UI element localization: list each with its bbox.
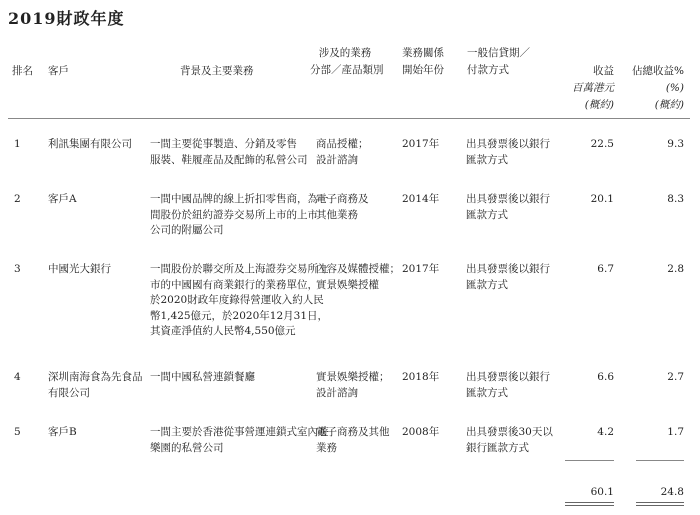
row-1-start-year: 2017年 (402, 138, 440, 150)
row-2-customer: 客戶A (48, 193, 77, 205)
header-background: 背景及主要業務 (180, 65, 254, 77)
row-3-credit: 出具發票後以銀行 匯款方式 (466, 263, 550, 291)
row-5-customer: 客戶B (48, 426, 77, 438)
row-2-background: 一間中國品牌的線上折扣零售商，為一 間股份於紐約證券交易所上市的上市 公司的附屬公司 (150, 193, 329, 236)
row-1-background: 一間主要從事製造、分銷及零售 服裝、鞋履產品及配飾的私營公司 (150, 138, 308, 166)
page-title: 2019財政年度 (8, 9, 125, 28)
total-pct: 24.8 (660, 486, 684, 498)
row-5-segment: 電子商務及其他 業務 (316, 426, 390, 454)
row-4-background: 一間中國私營連鎖餐廳 (150, 371, 255, 383)
pct-subtotal-rule (636, 460, 684, 461)
header-credit: 一般信貸期／ 付款方式 (467, 47, 530, 76)
header-rule (8, 118, 690, 119)
row-3-rank: 3 (14, 263, 21, 275)
row-2-rank: 2 (14, 193, 21, 205)
row-1-segment: 商品授權； 設計諮詢 (316, 138, 369, 166)
row-5-background: 一間主要於香港從事營運連鎖式室內遊 樂園的私營公司 (150, 426, 329, 454)
row-5-rank: 5 (14, 426, 21, 438)
header-start-year: 業務關係 開始年份 (402, 47, 444, 76)
row-1-credit: 出具發票後以銀行 匯款方式 (466, 138, 550, 166)
row-4-credit: 出具發票後以銀行 匯款方式 (466, 371, 550, 399)
revenue-total-double-rule (565, 502, 614, 506)
row-3-start-year: 2017年 (402, 263, 440, 275)
row-2-revenue: 20.1 (590, 193, 614, 205)
row-1-pct: 9.3 (667, 138, 684, 150)
header-revenue-unit: 百萬港元 (概約) (572, 82, 614, 111)
row-3-customer: 中國光大銀行 (48, 263, 111, 275)
header-rank: 排名 (12, 65, 33, 77)
row-4-rank: 4 (14, 371, 21, 383)
header-pct-unit: (%) (概約) (654, 82, 684, 111)
row-4-revenue: 6.6 (597, 371, 614, 383)
row-4-start-year: 2018年 (402, 371, 440, 383)
row-2-credit: 出具發票後以銀行 匯款方式 (466, 193, 550, 221)
row-1-revenue: 22.5 (590, 138, 614, 150)
row-3-segment: 內容及媒體授權； 實景娛樂授權 (316, 263, 400, 291)
row-4-customer: 深圳南海食為先食品 有限公司 (48, 371, 143, 399)
row-3-pct: 2.8 (667, 263, 684, 275)
header-segment: 涉及的業務 分部／產品類別 (310, 47, 384, 76)
header-customer: 客戶 (48, 65, 69, 77)
row-2-start-year: 2014年 (402, 193, 440, 205)
row-1-rank: 1 (14, 138, 21, 150)
row-2-segment: 電子商務及 其他業務 (316, 193, 369, 221)
header-pct: 佔總收益% (632, 65, 684, 77)
row-4-pct: 2.7 (667, 371, 684, 383)
header-revenue: 收益 (593, 65, 614, 77)
revenue-subtotal-rule (565, 460, 614, 461)
row-1-customer: 利訊集團有限公司 (48, 138, 132, 150)
pct-total-double-rule (636, 502, 684, 506)
row-5-start-year: 2008年 (402, 426, 440, 438)
row-4-segment: 實景娛樂授權； 設計諮詢 (316, 371, 390, 399)
row-5-credit: 出具發票後30天以 銀行匯款方式 (466, 426, 553, 454)
row-5-pct: 1.7 (667, 426, 684, 438)
row-2-pct: 8.3 (667, 193, 684, 205)
row-3-revenue: 6.7 (597, 263, 614, 275)
row-3-background: 一間股份於聯交所及上海證券交易所上 市的中國國有商業銀行的業務單位， 於2020財政年度錄得營運收入約人民 幣1,425億元，於2020年12月31日， 其資產淨值約人民幣4,550億元 (150, 263, 329, 337)
total-revenue: 60.1 (590, 486, 614, 498)
row-5-revenue: 4.2 (597, 426, 614, 438)
